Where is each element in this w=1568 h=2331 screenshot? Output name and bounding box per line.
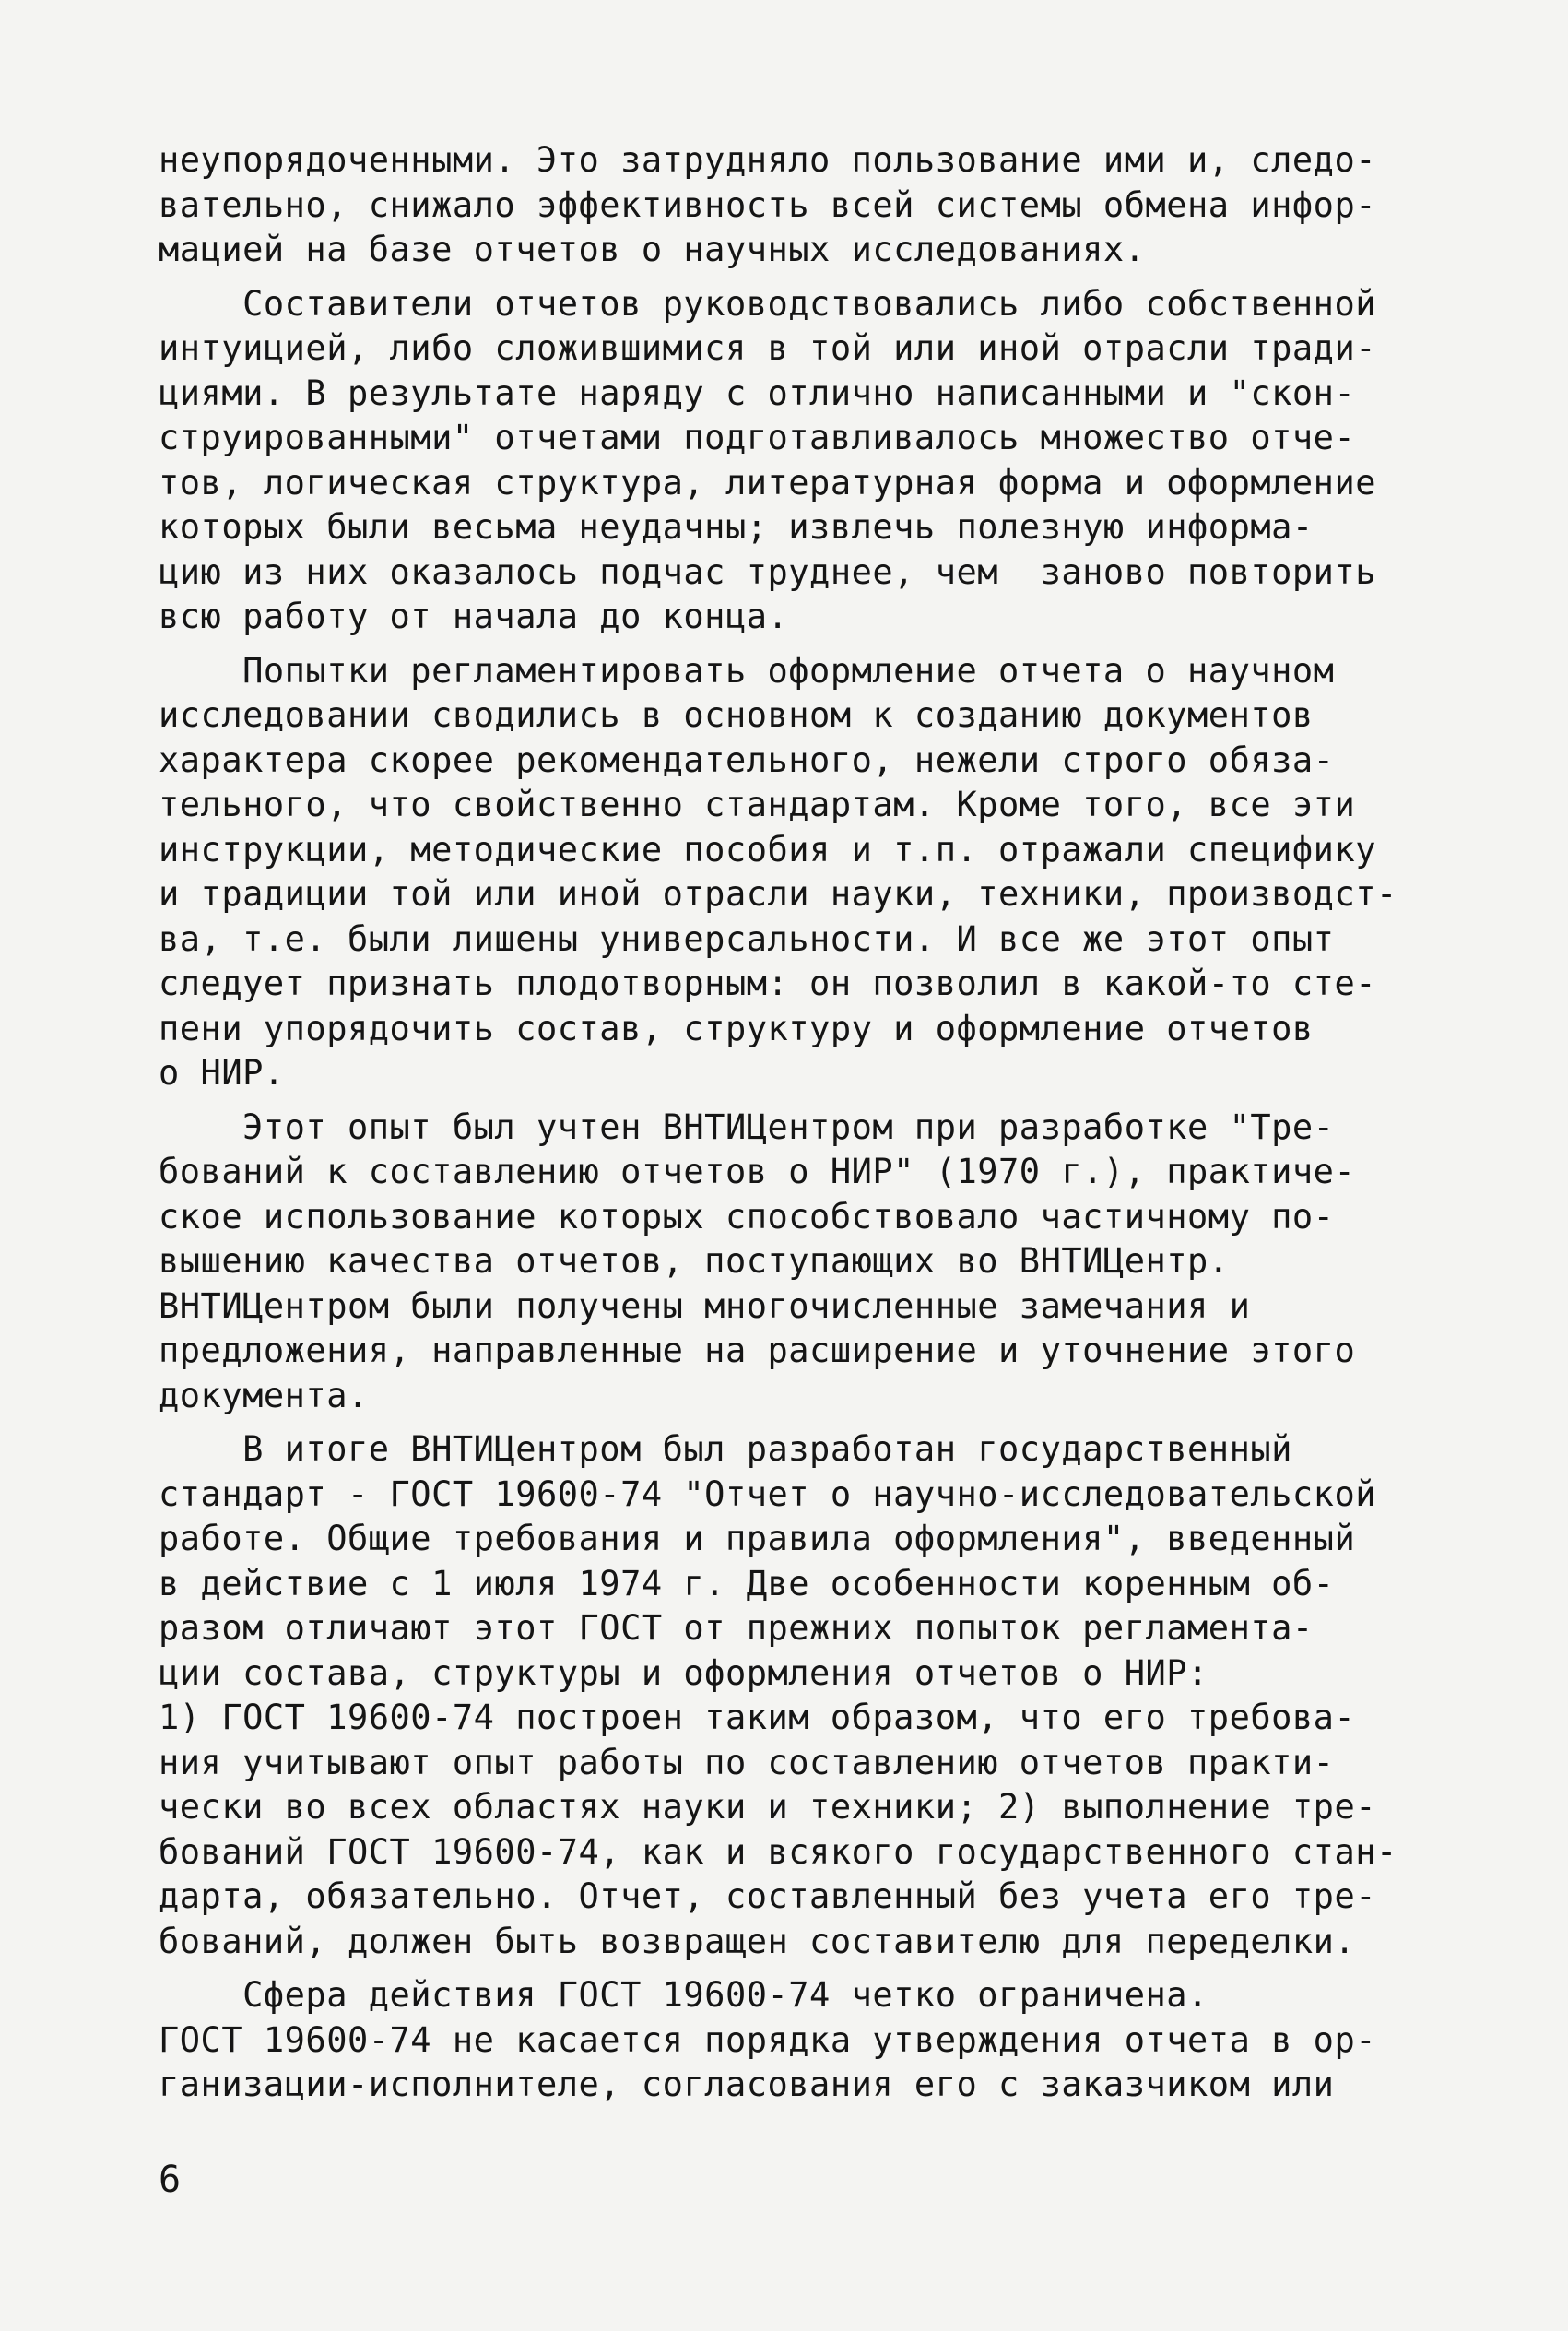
paragraph-3 [159,649,1440,1096]
text-line: стандарт - ГОСТ 19600-74 "Отчет о научно-исследовательской [159,1473,1377,1514]
text-line: работе. Общие требования и правила оформления", введенный [159,1519,1356,1558]
text-line: Попытки регламентировать оформление отчета о научном [159,650,1335,691]
paragraph-5 [159,1427,1440,1964]
paragraph-6 [159,1973,1440,2108]
paragraph-2 [159,282,1440,640]
body-text [159,138,1440,2108]
text-line: исследовании сводились в основном к созданию документов [159,695,1314,735]
text-line: циями. В результате наряду с отлично написанными и "скон- [159,373,1356,413]
text-line: бований ГОСТ 19600-74, как и всякого государственного стан- [159,1831,1397,1872]
text-line: тов, логическая структура, литературная форма и оформление [159,462,1377,503]
text-line: ВНТИЦентром были получены многочисленные замечания и [159,1285,1251,1326]
text-line: ции состава, структуры и оформления отчетов о НИР: [159,1652,1208,1693]
text-line: следует признать плодотворным: он позволил в какой-то сте- [159,964,1377,1003]
text-line: чески во всех областях науки и техники; 2) выполнение тре- [159,1787,1377,1827]
text-line: которых были весьма неудачны; извлечь полезную информа- [159,507,1314,547]
text-line: предложения, направленные на расширение и уточнение этого [159,1331,1356,1370]
text-line: ва, т.е. были лишены универсальности. И все же этот опыт [159,918,1335,959]
text-line: мацией на базе отчетов о научных исследованиях. [159,230,1146,269]
text-line: Составители отчетов руководствовались либо собственной [159,283,1377,324]
text-line: Этот опыт был учтен ВНТИЦентром при разработке "Тре- [159,1106,1335,1147]
paragraph-4 [159,1106,1440,1419]
text-line: ское использование которых способствовало частичному по- [159,1196,1335,1236]
text-line: бований, должен быть возвращен составителю для переделки. [159,1921,1356,1961]
text-line: цию из них оказалось подчас труднее, чем заново повторить [159,551,1377,592]
text-line: и традиции той или иной отрасли науки, техники, производст- [159,874,1397,914]
text-line: бований к составлению отчетов о НИР" (1970 г.), практиче- [159,1152,1356,1191]
text-line: разом отличают этот ГОСТ от прежних попыток регламента- [159,1608,1314,1648]
text-line: пени упорядочить состав, структуру и оформление отчетов [159,1008,1314,1048]
paragraph-1 [159,138,1440,273]
text-line: неупорядоченными. Это затрудняло пользование ими и, следо- [159,140,1377,180]
text-line: дарта, обязательно. Отчет, составленный без учета его тре- [159,1876,1377,1916]
text-line: ганизации-исполнителе, согласования его с заказчиком или [159,2065,1335,2104]
text-line: в действие с 1 июля 1974 г. Две особенности коренным об- [159,1563,1335,1603]
text-line: инструкции, методические пособия и т.п. отражали специфику [159,829,1377,870]
text-line: о НИР. [159,1053,285,1093]
text-line: струированными" отчетами подготавливалось множество отче- [159,418,1356,457]
text-line: всю работу от начала до конца. [159,597,789,636]
text-line: 1) ГОСТ 19600-74 построен таким образом, что его требова- [159,1698,1356,1737]
text-line: Сфера действия ГОСТ 19600-74 четко ограничена. [159,1975,1208,2015]
text-line: ния учитывают опыт работы по составлению отчетов практи- [159,1742,1335,1782]
text-line: ГОСТ 19600-74 не касается порядка утверждения отчета в ор- [159,2019,1377,2060]
page-number: 6 [159,2159,182,2201]
text-line: интуицией, либо сложившимися в той или иной отрасли тради- [159,328,1377,368]
text-line: В итоге ВНТИЦентром был разработан государственный [159,1429,1292,1469]
text-line: вательно, снижало эффективность всей системы обмена инфор- [159,184,1377,225]
text-line: тельного, что свойственно стандартам. Кроме того, все эти [159,785,1356,824]
text-line: вышению качества отчетов, поступающих во ВНТИЦентр. [159,1241,1230,1281]
text-line: документа. [159,1375,369,1415]
text-line: характера скорее рекомендательного, нежели строго обяза- [159,740,1335,780]
